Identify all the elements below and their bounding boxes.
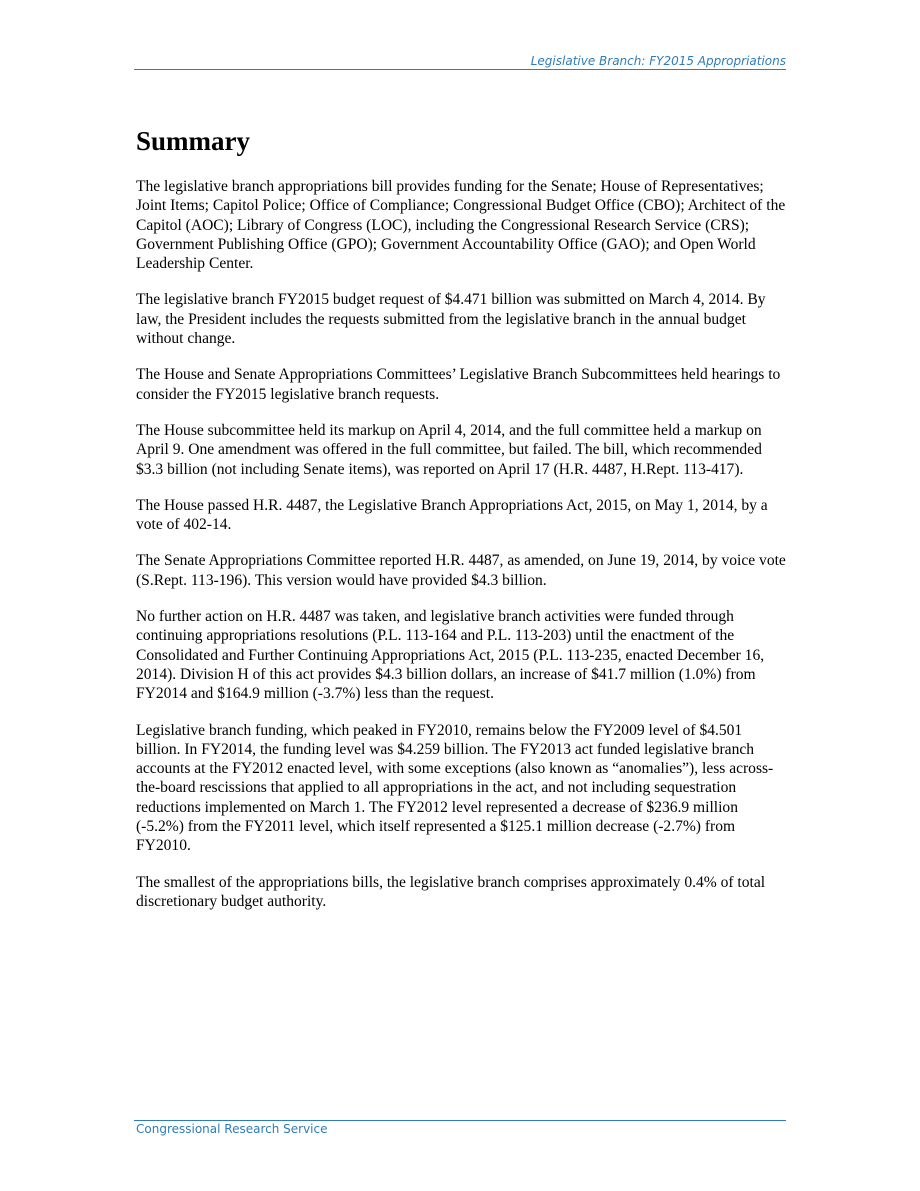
paragraph-hearings: The House and Senate Appropriations Committees’ Legislative Branch Subcommittees held hearings to consider the FY2015 legislative branch requests. (136, 366, 781, 403)
paragraph-budget-request: The legislative branch FY2015 budget request of $4.471 billion was submitted on March 4, 2014. By law, the President includes the requests submitted from the legislative branch in the annual budget without change. (136, 291, 766, 348)
paragraph-enactment: No further action on H.R. 4487 was taken, and legislative branch activities were funded through continuing appropriations resolutions (P.L. 113-164 and P.L. 113-203) until the enactment of the Consolidated and Further Continuing Appropriations Act, 2015 (P.L. 113-235, enacted December 16, 2014). Division H of this act provides $4.3 billion dollars, an increase of $41.7 million (1.0%) from FY2014 and $164.9 million (-3.7%) less than the request. (136, 608, 765, 703)
paragraph-house-markup: The House subcommittee held its markup on April 4, 2014, and the full committee held a markup on April 9. One amendment was offered in the full committee, but failed. The bill, which recommended $3.3 billion (not including Senate items), was reported on April 17 (H.R. 4487, H.Rept. 113-417). (136, 421, 762, 478)
running-header: Legislative Branch: FY2015 Appropriations (530, 54, 786, 68)
footer-rule (134, 1120, 786, 1121)
paragraph-funding-scope: The legislative branch appropriations bill provides funding for the Senate; House of Representatives; Joint Items; Capitol Police; Office of Compliance; Congressional Budget Office (CBO); Architect of the Capitol (AOC); Library of Congress (LOC), including the Congressional Research Service (CRS); Government Publishing Office (GPO); Government Accountability Office (GAO); and Open World Leadership Center. (136, 178, 786, 273)
running-footer: Congressional Research Service (136, 1122, 328, 1136)
header-rule (134, 69, 786, 70)
paragraph-house-passage: The House passed H.R. 4487, the Legislative Branch Appropriations Act, 2015, on May 1, 2014, by a vote of 402-14. (136, 496, 768, 534)
paragraph-relative-size: The smallest of the appropriations bills, the legislative branch comprises approximately 0.4% of total discretionary budget authority. (136, 873, 766, 910)
section-title: Summary (136, 126, 250, 156)
paragraph-funding-history: Legislative branch funding, which peaked in FY2010, remains below the FY2009 level of $4.501 billion. In FY2014, the funding level was $4.259 billion. The FY2013 act funded legislative branch accounts at the FY2012 enacted level, with some exceptions (also known as “anomalies”), less across-the-board rescissions that applied to all appropriations in the act, and not including sequestration reductions implemented on March 1. The FY2012 level represented a decrease of $236.9 million (-5.2%) from the FY2011 level, which itself represented a $125.1 million decrease (-2.7%) from FY2010. (136, 721, 774, 855)
summary-body (136, 177, 788, 928)
paragraph-senate-committee: The Senate Appropriations Committee reported H.R. 4487, as amended, on June 19, 2014, by voice vote (S.Rept. 113-196). This version would have provided $4.3 billion. (136, 552, 786, 589)
